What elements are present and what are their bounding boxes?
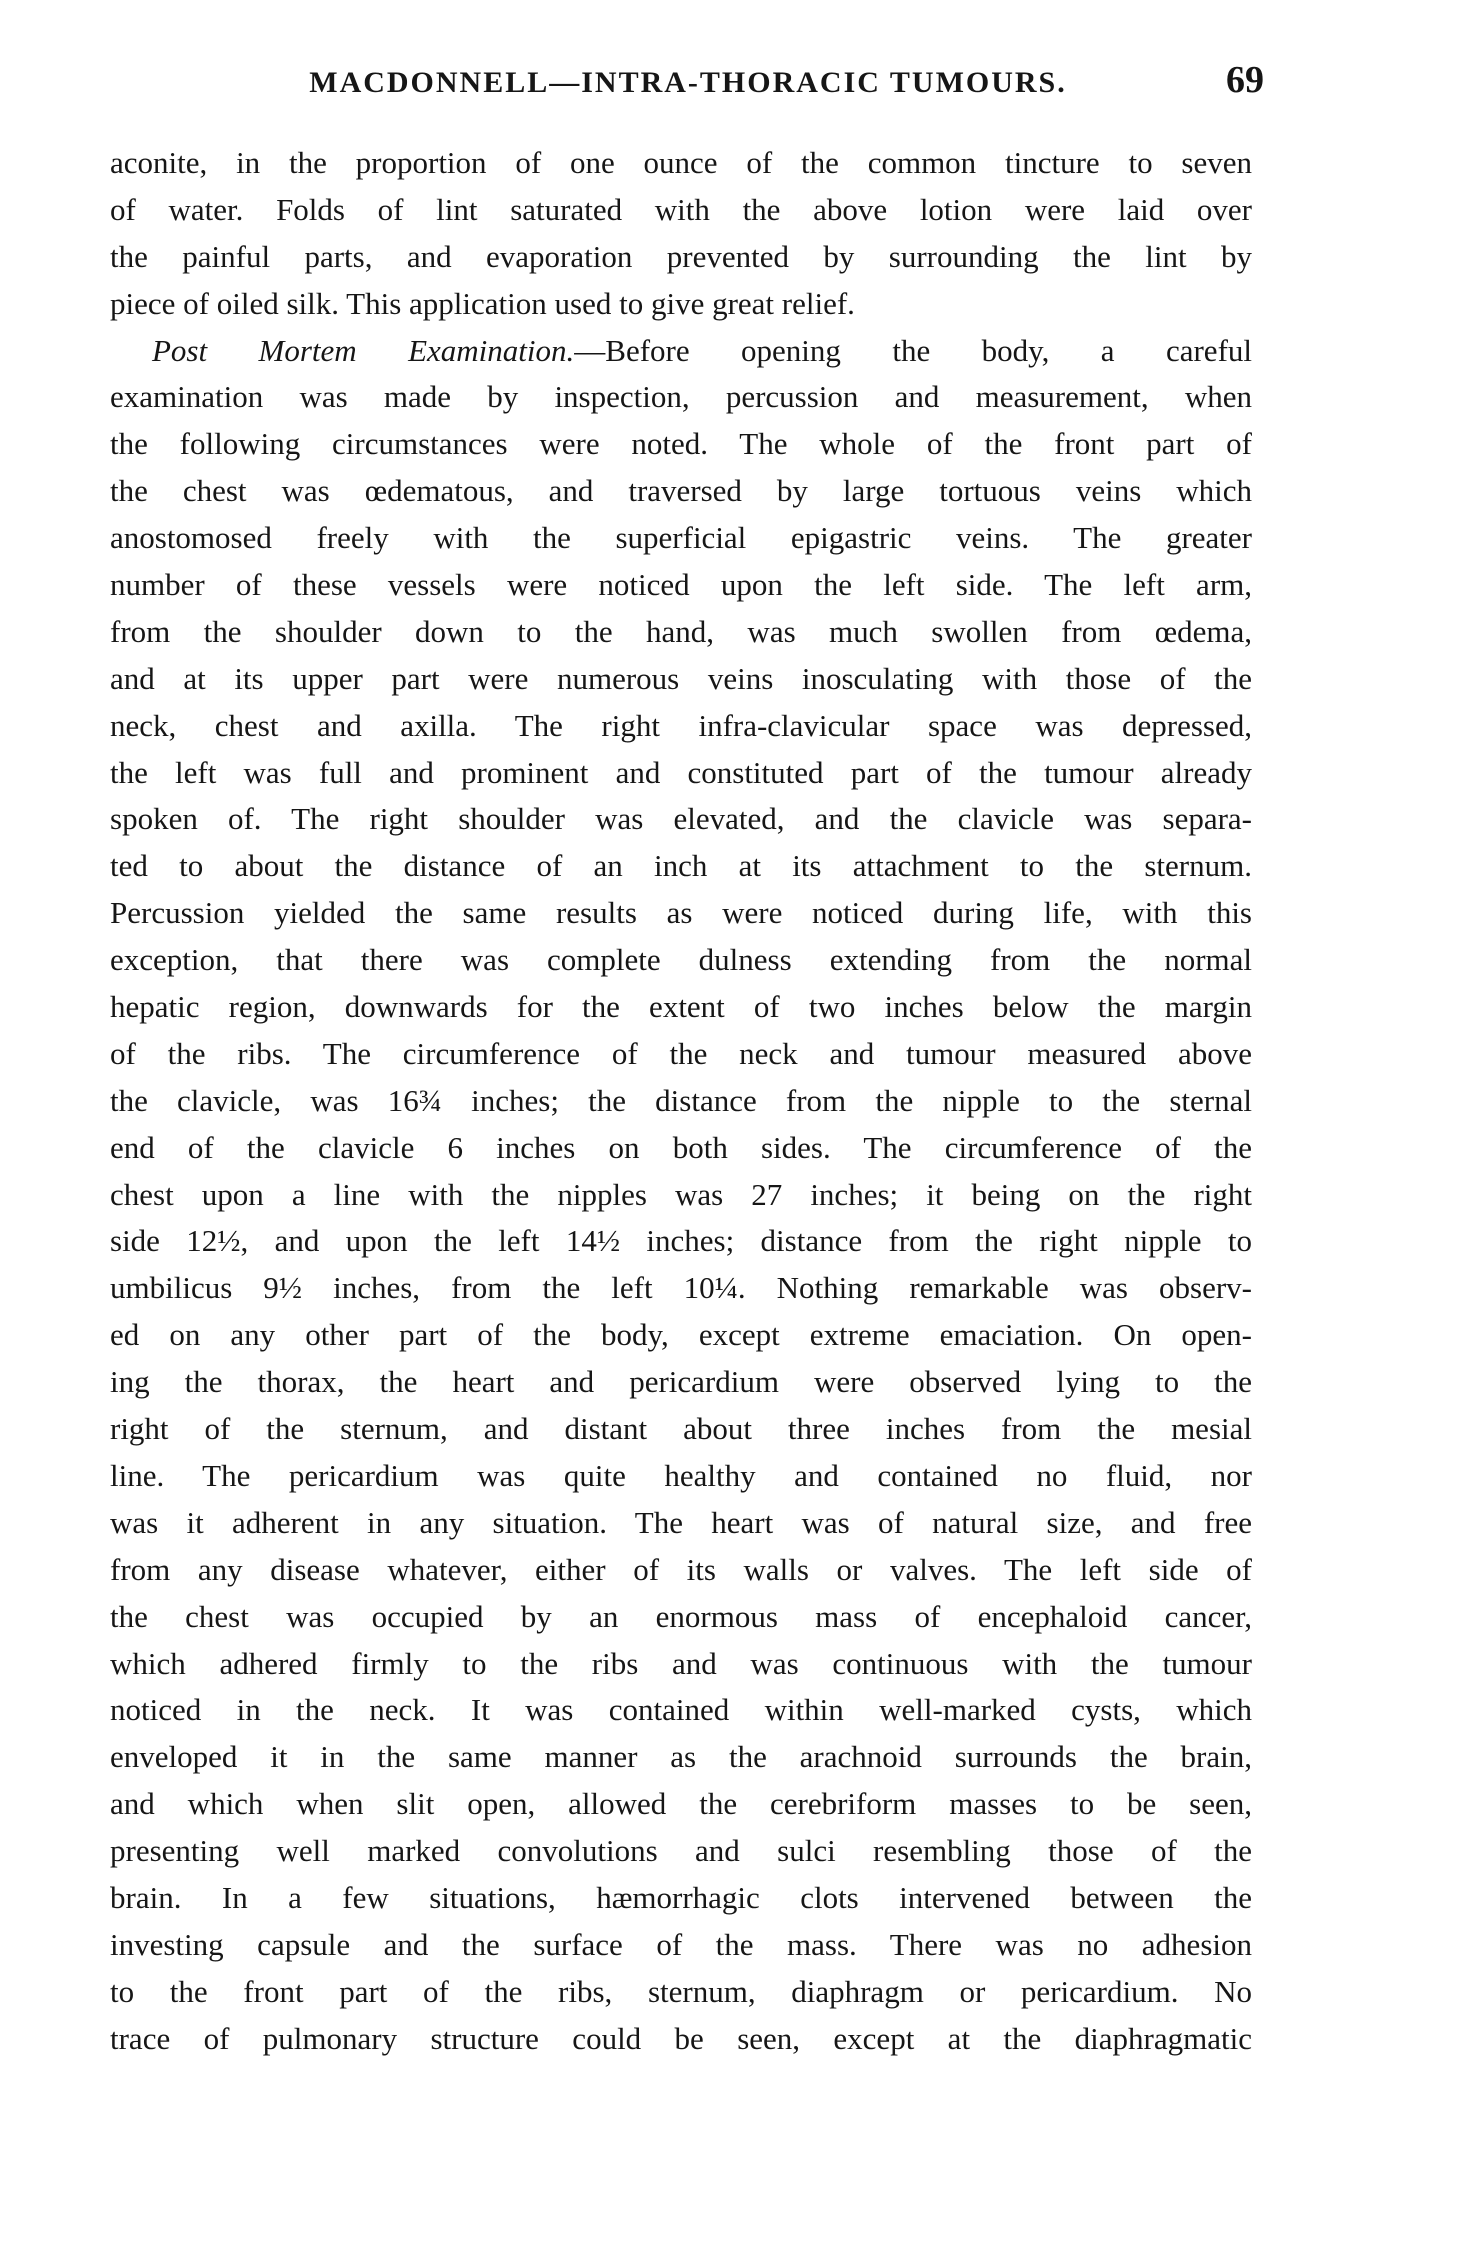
text-line: of the ribs. The circumference of the neck and tumour measured above <box>110 1035 1252 1071</box>
text-line: neck, chest and axilla. The right infra-clavicular space was depressed, <box>110 707 1252 743</box>
running-title: MACDONNELL—INTRA-THORACIC TUMOURS. <box>309 66 1067 99</box>
text-line: ted to about the distance of an inch at its attachment to the sternum. <box>110 848 1252 884</box>
text-line: examination was made by inspection, percussion and measurement, when <box>110 379 1252 415</box>
text-line: from the shoulder down to the hand, was much swollen from œdema, <box>110 613 1252 649</box>
text-line: line. The pericardium was quite healthy and contained no fluid, nor <box>110 1457 1252 1493</box>
text-line: from any disease whatever, either of its walls or valves. The left side of <box>110 1551 1252 1587</box>
text-line: the left was full and prominent and constituted part of the tumour already <box>110 754 1252 790</box>
text-line: was it adherent in any situation. The heart was of natural size, and free <box>110 1504 1252 1540</box>
page-number: 69 <box>1226 59 1264 101</box>
text-line: brain. In a few situations, hæmorrhagic clots intervened between the <box>110 1879 1252 1915</box>
text-line: trace of pulmonary structure could be seen, except at the diaphragmatic <box>110 2020 1252 2056</box>
text-line: side 12½, and upon the left 14½ inches; distance from the right nipple to <box>110 1223 1252 1259</box>
text-line: which adhered firmly to the ribs and was continuous with the tumour <box>110 1645 1252 1681</box>
text-line: noticed in the neck. It was contained within well-marked cysts, which <box>110 1692 1252 1728</box>
section-heading-rest: —Before opening the body, a careful <box>574 332 1252 368</box>
text-line: the following circumstances were noted. The whole of the front part of <box>110 426 1252 462</box>
text-line: presenting well marked convolutions and sulci resembling those of the <box>110 1833 1252 1869</box>
text-line: and at its upper part were numerous veins inosculating with those of the <box>110 660 1252 696</box>
text-line: anostomosed freely with the superficial epigastric veins. The greater <box>110 520 1252 556</box>
text-line: piece of oiled silk. This application used to give great relief. <box>110 285 855 321</box>
text-line: chest upon a line with the nipples was 27 inches; it being on the right <box>110 1176 1252 1212</box>
text-line: investing capsule and the surface of the mass. There was no adhesion <box>110 1926 1252 1962</box>
text-line: umbilicus 9½ inches, from the left 10¼. Nothing remarkable was observ- <box>110 1270 1252 1306</box>
text-line: the chest was occupied by an enormous mass of encephaloid cancer, <box>110 1598 1252 1634</box>
text-line: Percussion yielded the same results as were noticed during life, with this <box>110 895 1252 931</box>
text-line: spoken of. The right shoulder was elevated, and the clavicle was separa- <box>110 801 1252 837</box>
page-header <box>112 58 1264 118</box>
text-line: exception, that there was complete dulness extending from the normal <box>110 942 1252 978</box>
text-line: end of the clavicle 6 inches on both sides. The circumference of the <box>110 1129 1252 1165</box>
text-line: and which when slit open, allowed the cerebriform masses to be seen, <box>110 1786 1252 1822</box>
text-line: of water. Folds of lint saturated with the above lotion were laid over <box>110 191 1252 227</box>
text-line: right of the sternum, and distant about three inches from the mesial <box>110 1411 1252 1447</box>
body-text <box>110 140 1252 2063</box>
text-line: to the front part of the ribs, sternum, diaphragm or pericardium. No <box>110 1973 1252 2009</box>
text-line: hepatic region, downwards for the extent of two inches below the margin <box>110 989 1252 1025</box>
text-line: enveloped it in the same manner as the arachnoid surrounds the brain, <box>110 1739 1252 1775</box>
text-line: the chest was œdematous, and traversed by large tortuous veins which <box>110 473 1252 509</box>
text-line: number of these vessels were noticed upon the left side. The left arm, <box>110 567 1252 603</box>
text-line: ed on any other part of the body, except extreme emaciation. On open- <box>110 1317 1252 1353</box>
text-line: ing the thorax, the heart and pericardium were observed lying to the <box>110 1364 1252 1400</box>
text-line: the clavicle, was 16¾ inches; the distance from the nipple to the sternal <box>110 1082 1252 1118</box>
section-heading: Post Mortem Examination. <box>152 332 575 368</box>
text-line: aconite, in the proportion of one ounce of the common tincture to seven <box>110 145 1252 180</box>
section-heading-line <box>110 328 1252 375</box>
text-line: the painful parts, and evaporation prevented by surrounding the lint by <box>110 238 1252 274</box>
